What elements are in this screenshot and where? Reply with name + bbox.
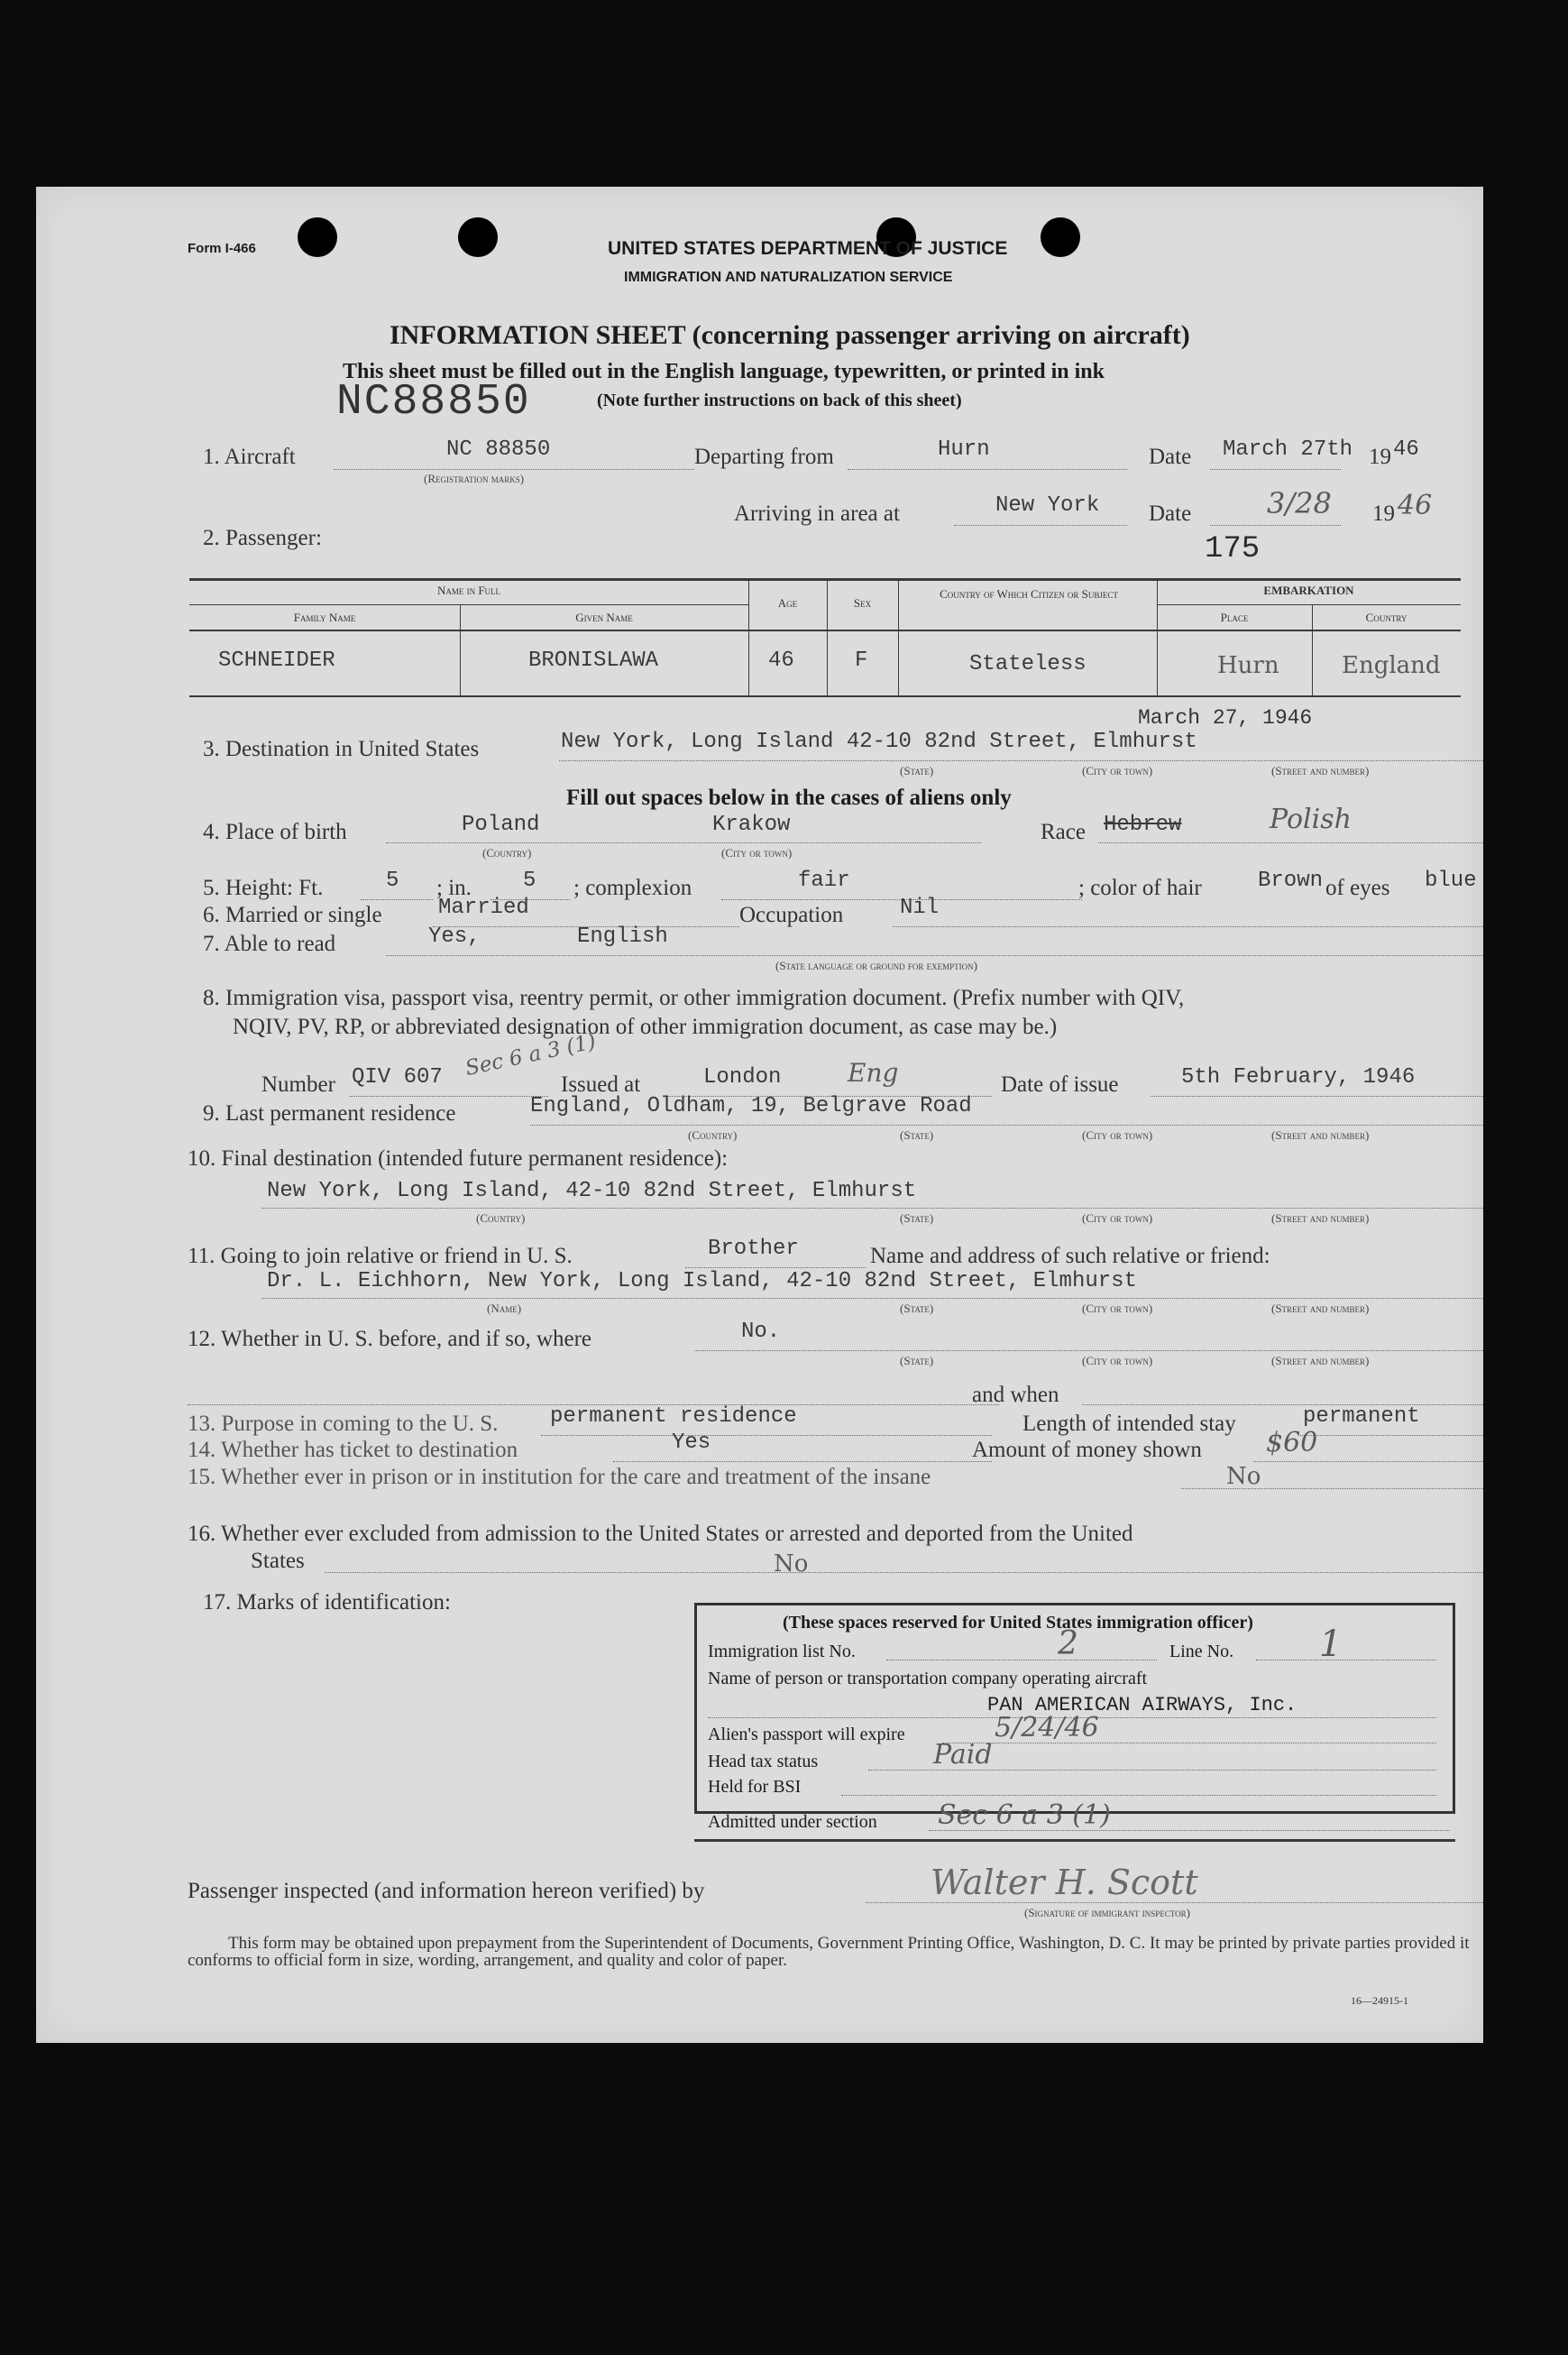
purpose-line [541,1435,992,1436]
name-in-full-header: Name in Full [436,584,501,597]
aircraft-value: NC 88850 [446,437,551,462]
age-value: 46 [768,649,794,673]
departing-value: Hurn [938,437,990,462]
birth-cap-city: (City or town) [721,846,793,860]
line-no-label: Line No. [1169,1642,1234,1661]
passenger-table [189,578,1461,697]
visa-number-label: Number [261,1072,335,1097]
eyes-value: blue [1425,869,1477,893]
relative-name-address-label: Name and address of such relative or friend: [870,1244,1270,1268]
sex-header: Sex [853,596,872,610]
residence-label: 9. Last permanent residence [203,1101,456,1126]
occupation-label: Occupation [739,903,844,927]
year2-prefix: 19 [1372,501,1395,526]
date1-label: Date [1149,445,1192,469]
birthplace-line [386,842,981,843]
country-header: Country [1365,611,1408,624]
final-cap-country: (Country) [476,1211,526,1225]
stay-line [1298,1435,1483,1436]
relative-cap-state: (State) [900,1302,934,1315]
date2-label: Date [1149,501,1192,526]
prison-label: 15. Whether ever in prison or in institution for the care and treatment of the insane [188,1465,931,1489]
punch-hole [298,217,337,257]
final-destination-line [261,1208,1483,1209]
previous-us-label: 12. Whether in U. S. before, and if so, where [188,1327,592,1351]
purpose-value: permanent residence [550,1404,797,1429]
officer-box-bottom-border [694,1839,1455,1842]
ticket-label: 14. Whether has ticket to destination [188,1438,518,1462]
date2-value: 3/28 [1267,486,1332,520]
read-line [386,955,1483,956]
doi-label: Date of issue [1001,1072,1119,1097]
head-tax-value: Paid [933,1739,993,1771]
year1-value: 46 [1393,437,1419,462]
doi-line [1151,1096,1483,1097]
date1-line [1210,469,1341,470]
relative-cap-name: (Name) [487,1302,522,1315]
height-label: 5. Height: Ft. [203,876,324,900]
purpose-label: 13. Purpose in coming to the U. S. [188,1412,499,1436]
previous-cap-street: (Street and number) [1271,1354,1370,1367]
complexion-value: fair [798,869,850,893]
read-value: Yes, [428,925,481,949]
height-ft-value: 5 [386,869,399,893]
hair-label: ; color of hair [1078,876,1202,900]
read-caption: (State language or ground for exemption) [775,959,977,972]
previous-us-line [694,1350,1483,1351]
read-language: English [577,925,668,949]
visa-label: 8. Immigration visa, passport visa, reentry permit, or other immigration document. (Prefix number with QIV, [203,986,1185,1010]
officer-box [694,1603,1455,1814]
country-value: England [1342,652,1441,679]
destination-line [559,760,1483,761]
bsi-label: Held for BSI [708,1777,802,1797]
height-in-label: ; in. [436,876,472,900]
passport-expire-label: Alien's passport will expire [708,1725,905,1744]
relative-line [685,1267,866,1268]
relative-cap-street: (Street and number) [1271,1302,1370,1315]
destination-cap-state: (State) [900,764,934,777]
issued-label: Issued at [561,1072,641,1097]
stamp-number: NC88850 [336,378,531,427]
form-sheet [36,187,1483,2043]
birth-cap-country: (Country) [482,846,532,860]
final-destination-label: 10. Final destination (intended future permanent residence): [188,1146,729,1171]
inspector-signature: Walter H. Scott [931,1863,1198,1902]
line-no-value: 1 [1319,1624,1343,1665]
final-destination-value: New York, Long Island, 42-10 82nd Street, Elmhurst [267,1179,917,1203]
residence-cap-country: (Country) [688,1128,738,1142]
passenger-label: 2. Passenger: [203,526,322,550]
married-label: 6. Married or single [203,903,382,927]
footer-text: This form may be obtained upon prepayment from the Superintendent of Documents, Government Printing Office, Washington, D. C. It may be printed by private parties provided it conforms to official form in size, wording, arrangement, and quality and color of paper. [188,1934,1470,1970]
family-name-value: SCHNEIDER [218,649,335,673]
final-cap-street: (Street and number) [1271,1211,1370,1225]
birth-city-value: Krakow [712,813,791,837]
height-ft-line [361,899,433,900]
relative-relation: Brother [708,1237,799,1261]
excluded-value: No [774,1550,809,1578]
final-cap-state: (State) [900,1211,934,1225]
race-label: Race [1041,820,1086,844]
sheet-instruction: This sheet must be filled out in the English language, typewritten, or printed in ink [343,360,1105,383]
excluded-label: 16. Whether ever excluded from admission to the United States or arrested and deported from the United [188,1522,1133,1546]
occupation-value: Nil [900,896,940,920]
residence-cap-street: (Street and number) [1271,1128,1370,1142]
previous-cap-state: (State) [900,1354,934,1367]
list-no-value: 2 [1058,1625,1078,1662]
bsi-line [841,1795,1436,1796]
issued-value: London [703,1065,782,1090]
and-when-line [1082,1404,1483,1405]
visa-number-value: QIV 607 [352,1065,443,1090]
previous-us-value: No. [741,1320,781,1344]
arriving-value: New York [995,493,1100,518]
stay-label: Length of intended stay [1022,1412,1236,1436]
company-label: Name of person or transportation company operating aircraft [708,1669,1148,1688]
money-value: $60 [1266,1427,1318,1458]
admitted-label: Admitted under section [708,1812,877,1832]
visa-label-2: NQIV, PV, RP, or abbreviated designation of other immigration document, as case may be.) [233,1015,1058,1039]
destination-cap-street: (Street and number) [1271,764,1370,777]
given-name-header: Given Name [575,611,633,624]
visa-number-line [350,1096,548,1097]
inspection-caption: (Signature of immigrant inspector) [1024,1906,1190,1919]
family-name-header: Family Name [293,611,356,624]
hair-value: Brown [1258,869,1324,893]
punch-hole [1041,217,1080,257]
prison-value: No [1226,1463,1261,1490]
final-cap-city: (City or town) [1082,1211,1153,1225]
complexion-label: ; complexion [573,876,692,900]
residence-cap-city: (City or town) [1082,1128,1153,1142]
punch-hole [458,217,498,257]
embarkation-header: EMBARKATION [1263,584,1354,597]
birth-country-value: Poland [462,813,540,837]
relative-address-line [261,1298,1483,1299]
place-header: Place [1220,611,1249,624]
relative-label: 11. Going to join relative or friend in U. S. [188,1244,573,1268]
date2-line [1210,525,1341,526]
married-value: Married [438,896,529,920]
inspection-label: Passenger inspected (and information hereon verified) by [188,1879,705,1903]
height-in-value: 5 [523,869,536,893]
passport-expire-value: 5/24/46 [995,1712,1099,1743]
residence-line [530,1125,1483,1126]
marks-label: 17. Marks of identification: [203,1590,451,1614]
departing-label: Departing from [694,445,834,469]
year1-prefix: 19 [1369,445,1391,469]
residence-value: England, Oldham, 19, Belgrave Road [530,1094,972,1118]
aircraft-line [334,469,694,470]
excluded-line [325,1572,1483,1573]
list-no-label: Immigration list No. [708,1642,856,1661]
money-line [1253,1461,1483,1462]
reg-caption: (Registration marks) [424,472,525,485]
ticket-line [613,1461,992,1462]
sex-value: F [855,649,868,673]
race-line [1098,842,1483,843]
given-name-value: BRONISLAWA [528,649,659,673]
doi-value: 5th February, 1946 [1181,1065,1416,1090]
sheet-note: (Note further instructions on back of this sheet) [597,391,962,410]
relative-value: Dr. L. Eichhorn, New York, Long Island, 42-10 82nd Street, Elmhurst [267,1269,1137,1293]
race-hand-value: Polish [1270,804,1352,835]
stamp-date: March 27, 1946 [1138,706,1313,730]
excluded-label-2: States [251,1549,305,1573]
eyes-label: of eyes [1325,876,1390,900]
destination-cap-city: (City or town) [1082,764,1153,777]
read-label: 7. Able to read [203,932,336,956]
place-value: Hurn [1217,652,1279,679]
destination-value: New York, Long Island 42-10 82nd Street, Elmhurst [561,730,1197,754]
destination-label: 3. Destination in United States [203,737,480,761]
year2-value: 46 [1398,490,1433,521]
issued-hand: Eng [848,1058,899,1088]
aircraft-label: 1. Aircraft [203,445,296,469]
form-number: Form I-466 [188,241,256,256]
relative-cap-city: (City or town) [1082,1302,1153,1315]
arriving-label: Arriving in area at [734,501,900,526]
ticket-value: Yes [672,1430,711,1455]
citizen-header: Country of Which Citizen or Subject [940,587,1118,601]
inspection-line [866,1902,1483,1903]
race-value: Hebrew [1104,813,1182,837]
citizen-value: Stateless [969,652,1087,676]
service-title: IMMIGRATION AND NATURALIZATION SERVICE [624,270,953,285]
previous-cap-city: (City or town) [1082,1354,1153,1367]
officer-box-heading: (These spaces reserved for United States immigration officer) [783,1613,1253,1633]
visa-hand-note: Sec 6 a 3 (1) [463,1029,599,1081]
company-value: PAN AMERICAN AIRWAYS, Inc. [987,1694,1297,1716]
admitted-value: Sec 6 a 3 (1) [938,1799,1111,1831]
print-code: 16—24915-1 [1351,1994,1408,2007]
departing-line [848,469,1127,470]
department-title: UNITED STATES DEPARTMENT OF JUSTICE [608,238,1008,259]
stay-value: permanent [1303,1404,1420,1429]
count-stamp: 175 [1205,532,1261,566]
age-header: Age [777,596,798,610]
aliens-heading: Fill out spaces below in the cases of aliens only [566,786,1012,810]
sheet-title: INFORMATION SHEET (concerning passenger arriving on aircraft) [390,320,1190,350]
head-tax-label: Head tax status [708,1752,819,1771]
money-label: Amount of money shown [972,1438,1202,1462]
and-when-label: and when [972,1383,1059,1407]
date1-value: March 27th [1223,437,1353,462]
birthplace-label: 4. Place of birth [203,820,347,844]
occupation-line [893,926,1483,927]
residence-cap-state: (State) [900,1128,934,1142]
arriving-line [954,525,1127,526]
